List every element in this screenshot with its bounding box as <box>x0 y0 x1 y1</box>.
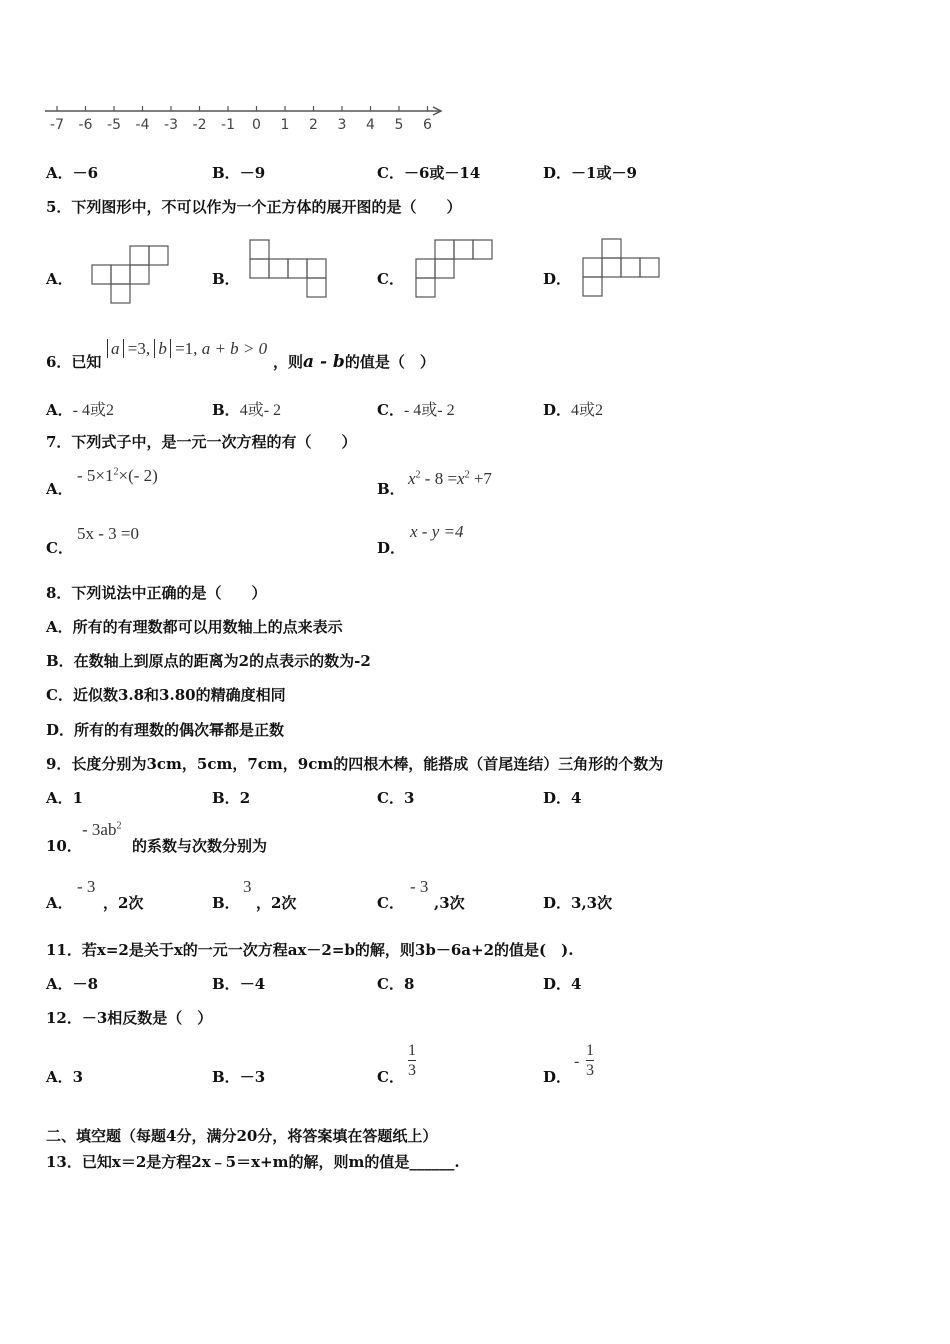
q10-math-a: - 3 <box>77 877 96 896</box>
q7-letter-d: D． <box>377 539 406 557</box>
number-line-label: -1 <box>221 117 235 133</box>
q5-letter-b: B． <box>212 270 240 288</box>
q8-option-d: D．所有的有理数的偶次幂都是正数 <box>46 721 285 739</box>
number-line <box>40 100 450 140</box>
q6-tail: ，则a - b的值是（ ） <box>273 352 435 372</box>
q12-option-b: B．－3 <box>212 1068 266 1086</box>
q11-option-c: C．8 <box>377 975 415 993</box>
q11-option-a: A．－8 <box>46 975 99 993</box>
number-line-label: 4 <box>366 117 375 133</box>
q10-text-b: ，2次 <box>256 894 297 912</box>
number-line-label: 5 <box>394 117 404 133</box>
q9-option-d: D．4 <box>543 789 582 807</box>
cube-net-b <box>249 240 331 302</box>
q8-stem: 8．下列说法中正确的是（ ） <box>46 584 267 602</box>
q10-expr: - $3ab^2$ <box>82 820 122 839</box>
q5-letter-a: A． <box>46 270 73 288</box>
q4-option-a: A．－6 <box>46 164 99 182</box>
q10-letter-b: B． <box>212 894 240 912</box>
q9-option-b: B．2 <box>212 789 251 807</box>
q7-letter-c: C． <box>46 539 73 557</box>
number-line-label: 1 <box>280 117 290 133</box>
cube-net-c <box>414 240 496 302</box>
q11-option-d: D．4 <box>543 975 582 993</box>
number-line-label: 6 <box>423 117 432 133</box>
q4-option-d: D．－1或－9 <box>543 164 637 182</box>
q12-option-a: A．3 <box>46 1068 84 1086</box>
number-line-label: 0 <box>252 117 261 133</box>
q10-text-a: ，2次 <box>103 894 144 912</box>
q10-number: 10． <box>46 837 82 855</box>
q7-expr-b: $x^2 - 8 =x^2 +7$ <box>408 469 492 488</box>
q12-letter-d: D． <box>543 1068 572 1086</box>
q7-letter-b: B． <box>377 480 405 498</box>
q6-condition: a =3, b =1, a + b > 0 <box>107 339 267 359</box>
q7-letter-a: A． <box>46 480 73 498</box>
q12-fraction-d: 1 3 <box>586 1042 594 1079</box>
q8-option-a: A．所有的有理数都可以用数轴上的点来表示 <box>46 618 343 636</box>
number-line-label: 3 <box>337 117 347 133</box>
q5-letter-d: D． <box>543 270 572 288</box>
q10-math-c: - 3 <box>410 877 429 896</box>
q12-sign-d: - <box>574 1053 580 1070</box>
q10-option-d: D．3,3次 <box>543 894 613 912</box>
q5-stem: 5．下列图形中，不可以作为一个正方体的展开图的是（ ） <box>46 198 462 216</box>
q7-stem: 7．下列式子中，是一元一次方程的有（ ） <box>46 433 357 451</box>
q12-fraction-c: 1 3 <box>408 1042 416 1079</box>
q6-option-a: A．- 4或2 <box>46 401 114 419</box>
q7-expr-d: x - y =4 <box>410 522 464 541</box>
q6-option-d: D．4或2 <box>543 401 604 419</box>
q11-stem: 11．若x=2是关于x的一元一次方程ax－2=b的解，则3b－6a+2的值是( ). <box>46 941 574 959</box>
q12-letter-c: C． <box>377 1068 404 1086</box>
number-line-label: 2 <box>309 117 318 133</box>
q13-stem: 13．已知x＝2是方程2x﹣5＝x+m的解，则m的值是______. <box>46 1153 460 1171</box>
q10-math-b: 3 <box>243 877 252 896</box>
q9-option-c: C．3 <box>377 789 415 807</box>
section-2-title: 二、填空题（每题4分，满分20分，将答案填在答题纸上） <box>46 1127 438 1145</box>
q7-expr-a: - $5\times 1^2\times(-$ 2) <box>77 466 158 485</box>
q6-number: 6．已知 <box>46 353 102 371</box>
cube-net-d <box>582 239 664 301</box>
q4-option-c: C．－6或－14 <box>377 164 481 182</box>
q9-stem: 9．长度分别为3cm，5cm，7cm，9cm的四根木棒，能搭成（首尾连结）三角形的个数为 <box>46 755 664 773</box>
q7-expr-c: 5x - 3 =0 <box>77 524 139 543</box>
q4-option-b: B．－9 <box>212 164 266 182</box>
number-line-label: -5 <box>107 117 121 133</box>
q10-letter-a: A． <box>46 894 73 912</box>
q8-option-b: B．在数轴上到原点的距离为2的点表示的数为-2 <box>46 652 371 670</box>
number-line-label: -3 <box>164 117 178 133</box>
number-line-label: -7 <box>50 117 64 133</box>
q11-option-b: B．－4 <box>212 975 266 993</box>
q6-option-c: C．- 4或- 2 <box>377 401 455 419</box>
number-line-label: -6 <box>78 117 93 133</box>
q10-text-c: ,3次 <box>434 894 465 912</box>
number-line-label: -4 <box>135 117 150 133</box>
q8-option-c: C．近似数3.8和3.80的精确度相同 <box>46 686 286 704</box>
q12-stem: 12．－3相反数是（ ） <box>46 1009 213 1027</box>
cube-net-a <box>90 246 170 306</box>
number-line-label: -2 <box>192 117 207 133</box>
q9-option-a: A．1 <box>46 789 84 807</box>
q6-option-b: B．4或- 2 <box>212 401 282 419</box>
q5-letter-c: C． <box>377 270 404 288</box>
q10-letter-c: C． <box>377 894 404 912</box>
q10-tail: 的系数与次数分别为 <box>132 837 268 855</box>
